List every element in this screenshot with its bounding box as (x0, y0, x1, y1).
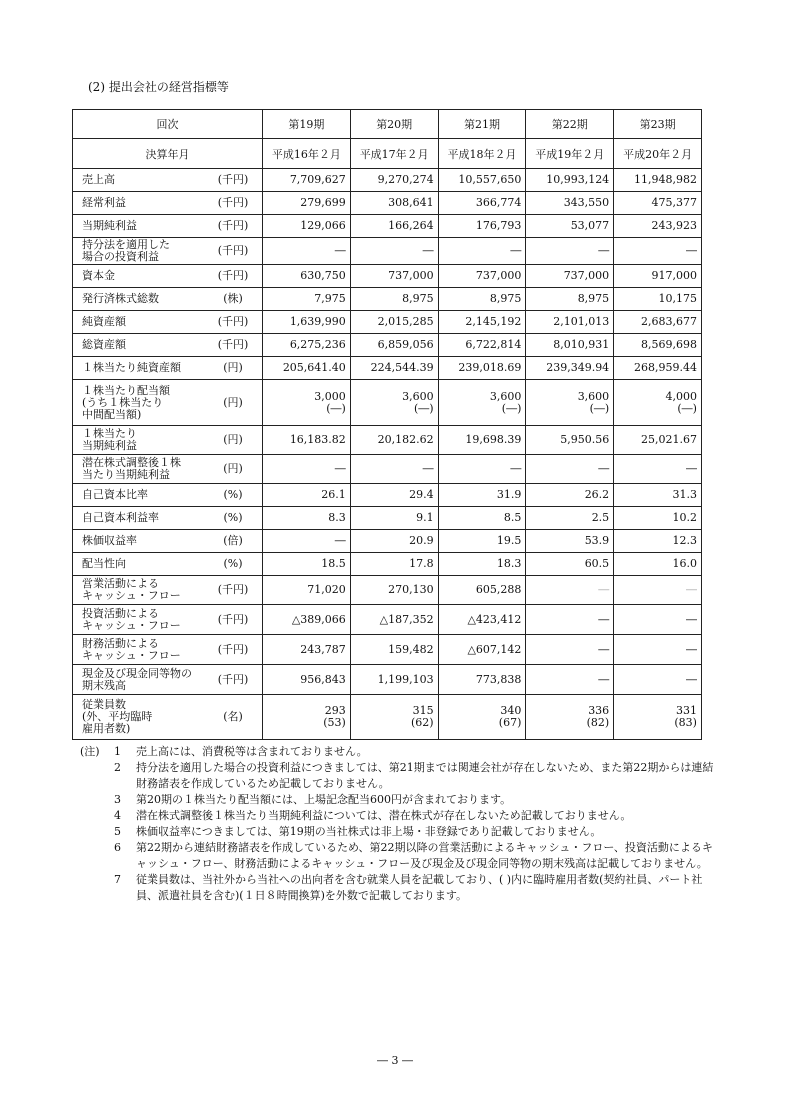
value-cell: 60.5 (526, 553, 614, 576)
value-cell: 11,948,982 (614, 169, 702, 192)
value-cell: ― (526, 635, 614, 665)
row-unit: (千円) (217, 642, 249, 656)
value-cell: 19,698.39 (438, 426, 526, 455)
note-text: 潜在株式調整後１株当たり当期純利益については、潜在株式が存在しないため記載しておりません。 (136, 809, 632, 822)
header-row-date (73, 139, 702, 169)
value-cell: 25,021.67 (614, 426, 702, 455)
row-label: 財務活動による キャッシュ・フロー (82, 636, 181, 662)
note-text: 第20期の１株当たり配当額には、上場記念配当600円が含まれております。 (136, 793, 512, 806)
financial-indicators-table (72, 109, 702, 740)
notes (80, 744, 720, 904)
value-cell: 366,774 (438, 192, 526, 215)
row-unit: (千円) (217, 338, 249, 351)
row-label: １株当たり純資産額 (82, 361, 181, 374)
value-cell: 16,183.82 (263, 426, 351, 455)
value-cell: 26.2 (526, 484, 614, 507)
note-text: 売上高には、消費税等は含まれておりません。 (136, 745, 368, 758)
row-label-cell (73, 530, 263, 553)
value-cell: △389,066 (263, 605, 351, 635)
value-cell: 12.3 (614, 530, 702, 553)
value-cell: ― (263, 238, 351, 265)
value-cell: 19.5 (438, 530, 526, 553)
note-text: 第22期から連結財務諸表を作成しているため、第22期以降の営業活動によるキャッシュ・フロー、投資活動によるキャッシュ・フロー、財務活動によるキャッシュ・フロー及び現金及び現金同等物の期末残高は記載しておりません。 (136, 841, 713, 870)
header-label: 回次 (73, 110, 263, 139)
row-unit: (千円) (217, 583, 249, 596)
value-cell: 9,270,274 (350, 169, 438, 192)
row-label: 自己資本利益率 (82, 511, 159, 524)
row-label-cell (73, 265, 263, 288)
value-cell: 20.9 (350, 530, 438, 553)
value-cell: 737,000 (350, 265, 438, 288)
value-cell: 29.4 (350, 484, 438, 507)
value-cell: 8,010,931 (526, 334, 614, 357)
value-cell: 8,975 (350, 288, 438, 311)
table-row (73, 380, 702, 426)
value-cell: ― (614, 635, 702, 665)
table-row (73, 169, 702, 192)
value-cell: 243,923 (614, 215, 702, 238)
value-cell: 17.8 (350, 553, 438, 576)
table-row (73, 288, 702, 311)
value-cell: 31.3 (614, 484, 702, 507)
note-prefix (80, 808, 114, 824)
date-header: 平成20年２月 (614, 139, 702, 169)
value-cell: ― (614, 238, 702, 265)
row-label-cell (73, 380, 263, 426)
header-row-period (73, 110, 702, 139)
value-cell: 10,993,124 (526, 169, 614, 192)
row-label-cell (73, 695, 263, 740)
value-cell: 6,722,814 (438, 334, 526, 357)
value-cell: 2,015,285 (350, 311, 438, 334)
row-label-cell (73, 553, 263, 576)
row-label-cell (73, 635, 263, 665)
row-unit: (千円) (217, 219, 249, 232)
period-header: 第23期 (614, 110, 702, 139)
period-header: 第22期 (526, 110, 614, 139)
row-label-cell (73, 288, 263, 311)
table-row (73, 530, 702, 553)
table-row (73, 192, 702, 215)
row-label: 当期純利益 (82, 219, 137, 232)
value-cell: ― (350, 238, 438, 265)
value-cell: 3,600 (―) (438, 380, 526, 426)
value-cell: ― (614, 576, 702, 605)
note-prefix (80, 824, 114, 840)
value-cell: 2,683,677 (614, 311, 702, 334)
value-cell: 340 (67) (438, 695, 526, 740)
value-cell: 159,482 (350, 635, 438, 665)
value-cell: 7,975 (263, 288, 351, 311)
row-unit: (名) (223, 710, 243, 723)
row-label: 自己資本比率 (82, 488, 148, 501)
row-label-cell (73, 665, 263, 695)
value-cell: △423,412 (438, 605, 526, 635)
value-cell: ― (526, 665, 614, 695)
value-cell: 773,838 (438, 665, 526, 695)
row-label: 営業活動による キャッシュ・フロー (82, 577, 181, 602)
value-cell: 3,600 (―) (350, 380, 438, 426)
note-item (80, 824, 720, 840)
value-cell: 2,145,192 (438, 311, 526, 334)
row-unit: (%) (223, 488, 243, 501)
row-label-cell (73, 192, 263, 215)
row-label: 持分法を適用した 場合の投資利益 (82, 238, 170, 263)
row-label-cell (73, 455, 263, 484)
row-label: 投資活動による キャッシュ・フロー (82, 606, 181, 632)
value-cell: ― (263, 530, 351, 553)
note-text: 従業員数は、当社外から当社への出向者を含む就業人員を記載しており、( )内に臨時雇用者数(契約社員、パート社員、派遣社員を含む)(１日８時間換算)を外数で記載しております。 (136, 873, 703, 902)
value-cell: ― (438, 238, 526, 265)
note-prefix (80, 760, 114, 792)
value-cell: 737,000 (438, 265, 526, 288)
value-cell: 315 (62) (350, 695, 438, 740)
row-label-cell (73, 426, 263, 455)
value-cell: 205,641.40 (263, 357, 351, 380)
value-cell: 239,018.69 (438, 357, 526, 380)
value-cell: 293 (53) (263, 695, 351, 740)
value-cell: 8,975 (438, 288, 526, 311)
value-cell: 20,182.62 (350, 426, 438, 455)
row-label: 潜在株式調整後１株 当たり当期純利益 (82, 456, 181, 481)
value-cell: 6,859,056 (350, 334, 438, 357)
value-cell: 8,975 (526, 288, 614, 311)
value-cell: 16.0 (614, 553, 702, 576)
value-cell: 5,950.56 (526, 426, 614, 455)
row-label: 従業員数 (外、平均臨時 雇用者数) (82, 698, 153, 735)
value-cell: 605,288 (438, 576, 526, 605)
value-cell: 2,101,013 (526, 311, 614, 334)
row-unit: (倍) (223, 534, 243, 547)
row-unit: (円) (223, 395, 243, 409)
table-row (73, 311, 702, 334)
row-unit: (%) (223, 511, 243, 524)
table-row (73, 215, 702, 238)
table-row (73, 605, 702, 635)
row-label-cell (73, 215, 263, 238)
value-cell: 8.3 (263, 507, 351, 530)
value-cell: 343,550 (526, 192, 614, 215)
note-prefix (80, 792, 114, 808)
value-cell: 166,264 (350, 215, 438, 238)
row-unit: (千円) (217, 173, 249, 186)
row-label-cell (73, 238, 263, 265)
row-label: 経常利益 (82, 196, 126, 209)
row-unit: (千円) (217, 244, 249, 257)
value-cell: 239,349.94 (526, 357, 614, 380)
note-item (80, 872, 720, 904)
row-label-cell (73, 484, 263, 507)
value-cell: 10,175 (614, 288, 702, 311)
row-label: 株価収益率 (82, 534, 137, 547)
date-header: 平成19年２月 (526, 139, 614, 169)
value-cell: 3,600 (―) (526, 380, 614, 426)
row-unit: (%) (223, 557, 243, 570)
value-cell: 270,130 (350, 576, 438, 605)
row-label-cell (73, 169, 263, 192)
note-number: 2 (114, 761, 121, 774)
value-cell: 630,750 (263, 265, 351, 288)
row-unit: (千円) (217, 612, 249, 626)
note-number: 7 (114, 873, 121, 886)
row-unit: (株) (223, 292, 243, 305)
value-cell: ― (438, 455, 526, 484)
note-number: 5 (114, 825, 121, 838)
value-cell: 6,275,236 (263, 334, 351, 357)
value-cell: 917,000 (614, 265, 702, 288)
value-cell: 2.5 (526, 507, 614, 530)
row-unit: (千円) (217, 196, 249, 209)
value-cell: 8,569,698 (614, 334, 702, 357)
value-cell: 4,000 (―) (614, 380, 702, 426)
value-cell: 8.5 (438, 507, 526, 530)
value-cell: ― (526, 576, 614, 605)
value-cell: ― (350, 455, 438, 484)
table-row (73, 238, 702, 265)
value-cell: △187,352 (350, 605, 438, 635)
value-cell: 956,843 (263, 665, 351, 695)
value-cell: △607,142 (438, 635, 526, 665)
table-row (73, 553, 702, 576)
date-header: 平成17年２月 (350, 139, 438, 169)
row-label-cell (73, 507, 263, 530)
value-cell: ― (263, 455, 351, 484)
row-label: １株当たり配当額 (うち１株当たり 中間配当額) (82, 383, 170, 421)
table-row (73, 455, 702, 484)
period-header: 第19期 (263, 110, 351, 139)
date-header: 平成16年２月 (263, 139, 351, 169)
row-unit: (円) (223, 433, 243, 446)
table-row (73, 635, 702, 665)
value-cell: ― (614, 455, 702, 484)
note-number: 3 (114, 793, 121, 806)
value-cell: 176,793 (438, 215, 526, 238)
note-number: 4 (114, 809, 121, 822)
note-text: 株価収益率につきましては、第19期の当社株式は非上場・非登録であり記載しておりません。 (136, 825, 602, 838)
row-label-cell (73, 357, 263, 380)
note-item (80, 744, 720, 760)
table-row (73, 484, 702, 507)
value-cell: ― (614, 665, 702, 695)
row-label: 現金及び現金同等物の 期末残高 (82, 666, 192, 692)
note-prefix (80, 840, 114, 872)
row-label: 売上高 (82, 173, 115, 186)
value-cell: 268,959.44 (614, 357, 702, 380)
row-unit: (円) (223, 462, 243, 475)
value-cell: ― (526, 455, 614, 484)
date-header-label: 決算年月 (73, 139, 263, 169)
note-prefix (80, 872, 114, 904)
row-unit: (円) (223, 361, 243, 374)
table-row (73, 507, 702, 530)
row-label: 資本金 (82, 269, 115, 282)
value-cell: 279,699 (263, 192, 351, 215)
period-header: 第21期 (438, 110, 526, 139)
row-label-cell (73, 311, 263, 334)
row-label-cell (73, 576, 263, 605)
value-cell: 31.9 (438, 484, 526, 507)
value-cell: 10,557,650 (438, 169, 526, 192)
value-cell: 475,377 (614, 192, 702, 215)
note-item (80, 760, 720, 792)
value-cell: 308,641 (350, 192, 438, 215)
value-cell: 129,066 (263, 215, 351, 238)
note-prefix: (注) (80, 745, 100, 758)
note-item (80, 792, 720, 808)
value-cell: 53.9 (526, 530, 614, 553)
row-label: １株当たり 当期純利益 (82, 427, 137, 452)
row-label: 発行済株式総数 (82, 292, 159, 305)
value-cell: 18.3 (438, 553, 526, 576)
table-row (73, 576, 702, 605)
table-row (73, 426, 702, 455)
row-unit: (千円) (217, 269, 249, 282)
note-number: 6 (114, 841, 121, 854)
row-unit: (千円) (217, 315, 249, 328)
note-text: 持分法を適用した場合の投資利益につきましては、第21期までは関連会社が存在しないため、また第22期からは連結財務諸表を作成しているため記載しておりません。 (136, 761, 714, 790)
value-cell: ― (526, 605, 614, 635)
value-cell: ― (614, 605, 702, 635)
section-title: (2) 提出会社の経営指標等 (88, 80, 229, 94)
value-cell: 18.5 (263, 553, 351, 576)
row-label: 純資産額 (82, 315, 126, 328)
table-row (73, 357, 702, 380)
note-number: 1 (114, 745, 121, 758)
note-item (80, 808, 720, 824)
value-cell: 243,787 (263, 635, 351, 665)
date-header: 平成18年２月 (438, 139, 526, 169)
row-label: 総資産額 (82, 338, 126, 351)
value-cell: 9.1 (350, 507, 438, 530)
row-unit: (千円) (217, 672, 249, 686)
table-row (73, 695, 702, 740)
note-item (80, 840, 720, 872)
row-label: 配当性向 (82, 557, 126, 570)
value-cell: 71,020 (263, 576, 351, 605)
value-cell: 3,000 (―) (263, 380, 351, 426)
value-cell: 53,077 (526, 215, 614, 238)
table-row (73, 665, 702, 695)
value-cell: 224,544.39 (350, 357, 438, 380)
row-label-cell (73, 605, 263, 635)
row-label-cell (73, 334, 263, 357)
period-header: 第20期 (350, 110, 438, 139)
value-cell: ― (526, 238, 614, 265)
value-cell: 10.2 (614, 507, 702, 530)
page-number: ― 3 ― (377, 1054, 413, 1067)
value-cell: 737,000 (526, 265, 614, 288)
table-row (73, 265, 702, 288)
table-row (73, 334, 702, 357)
value-cell: 1,199,103 (350, 665, 438, 695)
value-cell: 26.1 (263, 484, 351, 507)
value-cell: 1,639,990 (263, 311, 351, 334)
value-cell: 336 (82) (526, 695, 614, 740)
value-cell: 7,709,627 (263, 169, 351, 192)
value-cell: 331 (83) (614, 695, 702, 740)
